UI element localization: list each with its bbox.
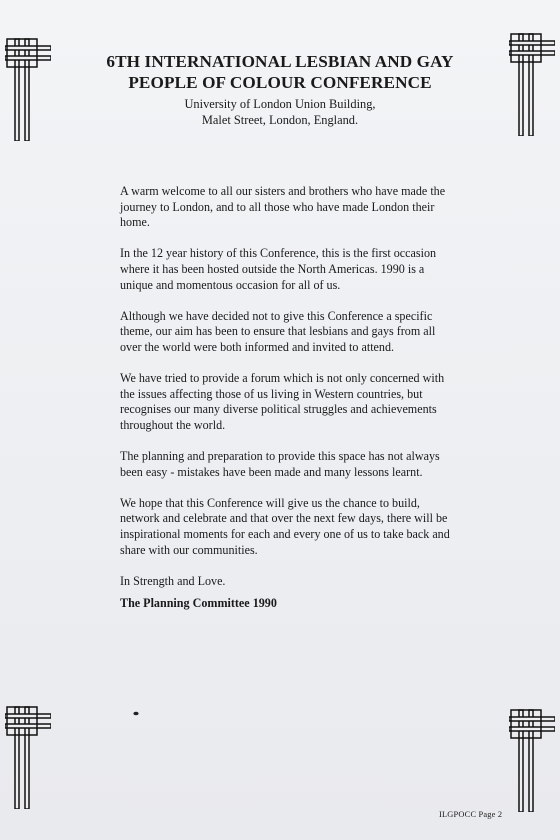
letter-paragraph: In the 12 year history of this Conference, this is the first occasion where it has been hosted outside the North Americas. 1990 is a unique and momentous occasion for all of us. (120, 246, 437, 292)
letter-paragraph: We have tried to provide a forum which is not only concerned with the issues affecting those of us living in Western countries, but recognises our many diverse political struggles and achievements throughout the world. (120, 371, 445, 432)
celtic-knot-corner-icon (5, 35, 51, 141)
letter-paragraph: Although we have decided not to give this Conference a specific theme, our aim has been to ensure that lesbians and gays from all over the world were both informed and invited to attend. (120, 308, 436, 354)
ink-mark (133, 711, 139, 716)
venue-line: Malet Street, London, England. (201, 113, 359, 127)
celtic-knot-corner-icon (5, 703, 51, 809)
letter-paragraph: The planning and preparation to provide this space has not always been easy - mistakes have been made and many lessons learnt. (120, 449, 440, 479)
celtic-knot-corner-icon (509, 706, 555, 812)
document-header (100, 51, 460, 128)
welcome-letter (120, 184, 450, 612)
celtic-knot-corner-icon (509, 30, 555, 136)
page-footer: ILGPOCC Page 2 (439, 810, 503, 819)
letter-paragraph: A warm welcome to all our sisters and brothers who have made the journey to London, and to all those who have made London their home. (120, 184, 446, 230)
conference-title: 6TH INTERNATIONAL LESBIAN AND GAY PEOPLE OF COLOUR CONFERENCE (106, 52, 454, 92)
letter-signatory: The Planning Committee 1990 (120, 596, 277, 611)
venue-line: University of London Union Building, (184, 97, 376, 111)
letter-signoff: In Strength and Love. (120, 573, 226, 588)
venue-address (100, 96, 460, 128)
letter-paragraph: We hope that this Conference will give us the chance to build, network and celebrate and that over the next few days, there will be inspirational moments for each and every one of us to take back and share with our communities. (120, 495, 450, 557)
